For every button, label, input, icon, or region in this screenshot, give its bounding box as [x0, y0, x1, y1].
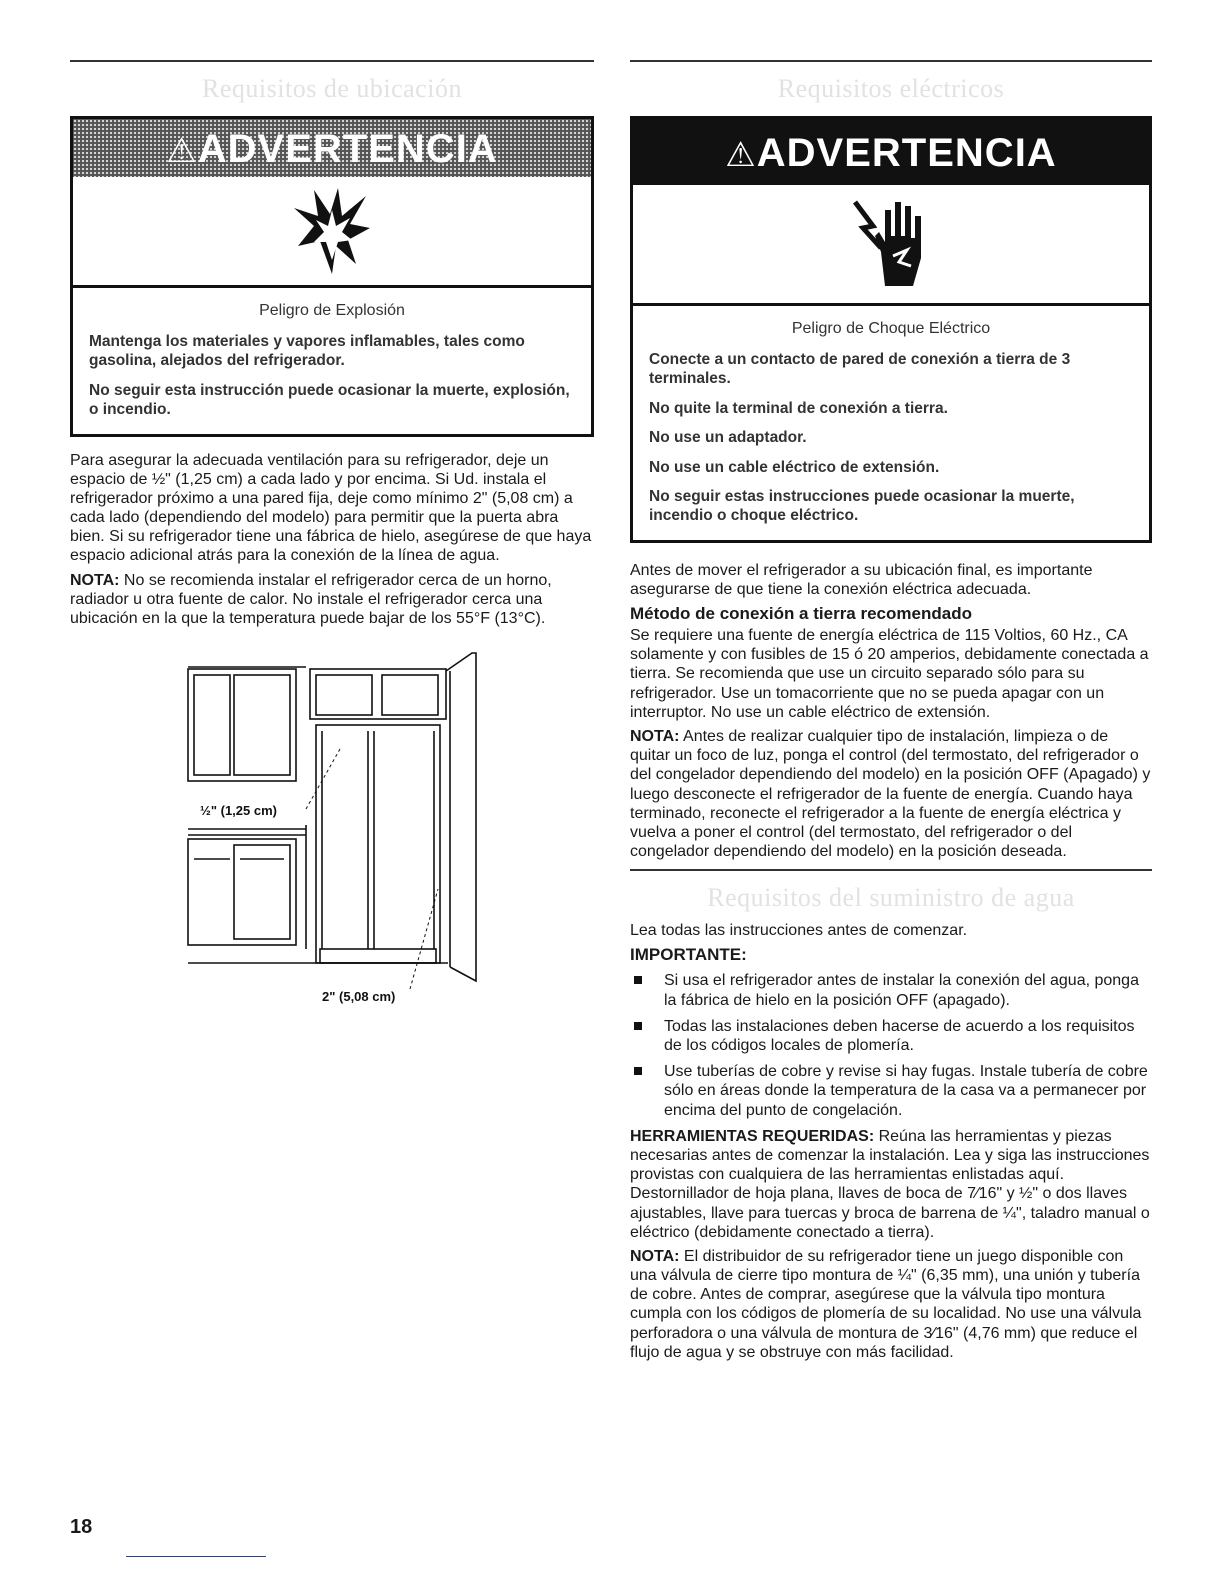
- two-inch-label: 2" (5,08 cm): [322, 989, 396, 1005]
- warning-body: [73, 288, 591, 434]
- warning-line: No use un adaptador.: [649, 429, 807, 447]
- warning-header: ⚠ADVERTENCIA: [633, 119, 1149, 185]
- importante-heading: IMPORTANTE:: [630, 945, 747, 965]
- explosion-icon-box: [73, 177, 591, 288]
- important-list: [630, 971, 1152, 1119]
- bullet-square-icon: [634, 1067, 642, 1075]
- warning-header: ⚠ADVERTENCIA: [73, 119, 591, 177]
- refrigerator-clearance-diagram: [70, 649, 594, 1009]
- warning-triangle-icon: ⚠: [166, 132, 198, 170]
- bottom-divider: [126, 1556, 266, 1557]
- section-rule: [630, 60, 1152, 62]
- nota-paragraph: NOTA: El distribuidor de su refrigerador tiene un juego disponible con una válvula de cierre tipo montura de ¼" (6,35 mm), una unión y tubería de cobre. Antes de comprar, asegúrese que la válvula tipo montura cumpla con los códigos de plomería de su localidad. No use una válvula perforadora o una válvula de montura de 3⁄16" (4,76 mm) que reduce el flujo de agua y se obstruye con más facilidad.: [630, 1247, 1142, 1361]
- power-paragraph: Se requiere una fuente de energía eléctrica de 115 Voltios, 60 Hz., CA solamente y con fusibles de 15 ó 20 amperios, debidamente conectada a tierra. Se recomienda que use un circuito separado sólo para su refrigerador. Use un tomacorriente que no se pueda apagar con un interruptor. No use un cable eléctrico de extensión.: [630, 627, 1149, 721]
- explosion-icon: [292, 186, 372, 276]
- warning-line: Conecte a un contacto de pared de conexión a tierra de 3 terminales.: [649, 351, 1071, 388]
- warning-line: No seguir estas instrucciones puede ocasionar la muerte, incendio o choque eléctrico.: [649, 487, 1075, 525]
- list-item: Use tuberías de cobre y revise si hay fugas. Instale tubería de cobre sólo en áreas donde la temperatura de la casa va a permanecer por encima del punto de congelación.: [630, 1062, 1152, 1120]
- grounding-subheading: Método de conexión a tierra recomendado: [630, 604, 972, 623]
- electric-shock-icon: [851, 196, 931, 292]
- intro-paragraph: Antes de mover el refrigerador a su ubicación final, es importante asegurarse de que tiene la conexión eléctrica adecuada.: [630, 561, 1093, 598]
- warning-line: No use un cable eléctrico de extensión.: [649, 458, 940, 476]
- section-title-agua: Requisitos del suministro de agua: [707, 883, 1075, 913]
- explosion-warning-box: [70, 116, 594, 437]
- warning-line: No seguir esta instrucción puede ocasionar la muerte, explosión, o incendio.: [89, 381, 570, 419]
- section-title-electricos: Requisitos eléctricos: [777, 74, 1005, 103]
- bullet-square-icon: [634, 1022, 642, 1030]
- read-instructions: Lea todas las instrucciones antes de comenzar.: [630, 922, 968, 940]
- section-rule: [70, 60, 594, 62]
- warning-triangle-icon: ⚠: [725, 136, 757, 174]
- warning-line: No quite la terminal de conexión a tierra.: [649, 399, 948, 417]
- section-title-ubicacion: Requisitos de ubicación: [202, 74, 462, 103]
- warning-line: Mantenga los materiales y vapores inflamables, tales como gasolina, alejados del refrigerador.: [89, 333, 525, 370]
- nota-paragraph: NOTA: No se recomienda instalar el refrigerador cerca de un horno, radiador u otra fuente de calor. No instale el refrigerador cerca una ubicación en la que la temperatura puede bajar de los 55°F (13°C).: [70, 571, 552, 627]
- danger-title: Peligro de Choque Eléctrico: [791, 320, 991, 337]
- half-inch-label: ½" (1,25 cm): [200, 803, 277, 819]
- ventilation-paragraph: Para asegurar la adecuada ventilación para su refrigerador, deje un espacio de ½" (1,25 cm) a cada lado y por encima. Si Ud. instala el refrigerador próximo a una pared fija, deje como mínimo 2" (5,08 cm) a cada lado (dependiendo del modelo) para permitir que la puerta abra bien. Si su refrigerador tiene una fábrica de hielo, asegúrese de que haya espacio adicional atrás para la conexión de la línea de agua.: [70, 451, 592, 565]
- bullet-square-icon: [634, 976, 642, 984]
- shock-icon-box: [633, 185, 1149, 306]
- electric-warning-box: [630, 116, 1152, 543]
- page-number: 18: [70, 1516, 93, 1538]
- nota-paragraph: NOTA: Antes de realizar cualquier tipo de instalación, limpieza o de quitar un foco de luz, ponga el control (del termostato, del refrigerador o del congelador dependiendo del modelo) en la posición OFF (Apagado) y luego desconecte el refrigerador de la fuente de energía. Cuando haya terminado, reconecte el refrigerador a la fuente de energía eléctrica y vuelva a poner el control (del termostato, del refrigerador o del congelador dependiendo del modelo) en la posición deseada.: [630, 727, 1151, 861]
- danger-title: Peligro de Explosión: [259, 302, 405, 319]
- section-rule: [630, 869, 1152, 871]
- list-item: Todas las instalaciones deben hacerse de acuerdo a los requisitos de los códigos locales de plomería.: [630, 1017, 1152, 1055]
- tools-paragraph: HERRAMIENTAS REQUERIDAS: Reúna las herramientas y piezas necesarias antes de comenzar la instalación. Lea y siga las instrucciones provistas con cualquiera de las herramientas enlistadas aquí. Destornillador de hoja plana, llaves de boca de 7⁄16" y ½" o dos llaves ajustables, llave para tuercas y broca de barrena de ¼", taladro manual o eléctrico (debidamente conectado a tierra).: [630, 1127, 1150, 1241]
- right-column: [630, 60, 1152, 1367]
- list-item: Si usa el refrigerador antes de instalar la conexión del agua, ponga la fábrica de hielo en la posición OFF (apagado).: [630, 971, 1152, 1009]
- left-column: [70, 60, 594, 1014]
- warning-body: [633, 306, 1149, 540]
